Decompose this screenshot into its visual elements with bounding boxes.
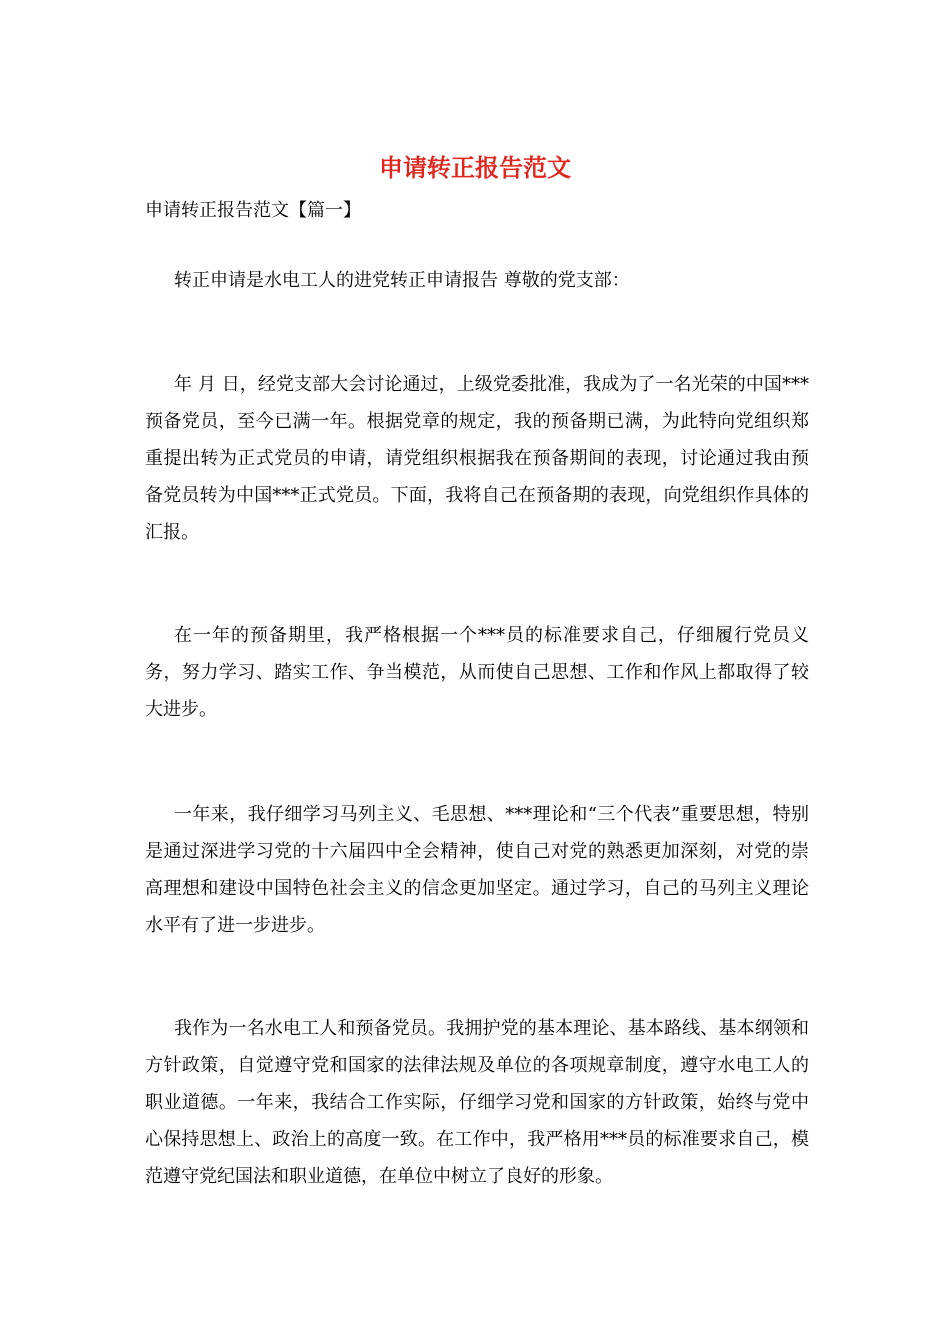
paragraph-greeting: 转正申请是水电工人的进党转正申请报告 尊敬的党支部：	[174, 270, 630, 291]
section-heading: 申请转正报告范文【篇一】	[145, 200, 361, 221]
paragraph-work: 我作为一名水电工人和预备党员。我拥护党的基本理论、基本路线、基本纲领和方针政策，自觉遵守党和国家的法律法规及单位的各项规章制度，遵守水电工人的职业道德。一年来，我结合工作实际，仔细学习党和国家的方针政策，始终与党中心保持思想上、政治上的高度一致。在工作中，我严格用***员的标准要求自己，模范遵守党纪国法和职业道德，在单位中树立了良好的形象。	[145, 1018, 809, 1187]
paragraph-application: 年 月 日，经党支部大会讨论通过，上级党委批准，我成为了一名光荣的中国***预备党员，至今已满一年。根据党章的规定，我的预备期已满，为此特向党组织郑重提出转为正式党员的申请，请党组织根据我在预备期间的表现，讨论通过我由预备党员转为中国***正式党员。下面，我将自己在预备期的表现，向党组织作具体的汇报。	[145, 374, 809, 543]
document-title: 申请转正报告范文	[379, 153, 571, 182]
paragraph-probation-summary: 在一年的预备期里，我严格根据一个***员的标准要求自己，仔细履行党员义务，努力学习、踏实工作、争当模范，从而使自己思想、工作和作风上都取得了较大进步。	[145, 625, 809, 720]
paragraph-study: 一年来，我仔细学习马列主义、毛思想、***理论和“三个代表”重要思想，特别是通过深进学习党的十六届四中全会精神，使自己对党的熟悉更加深刻，对党的崇高理想和建设中国特色社会主义的信念更加坚定。通过学习，自己的马列主义理论水平有了进一步进步。	[145, 804, 809, 936]
